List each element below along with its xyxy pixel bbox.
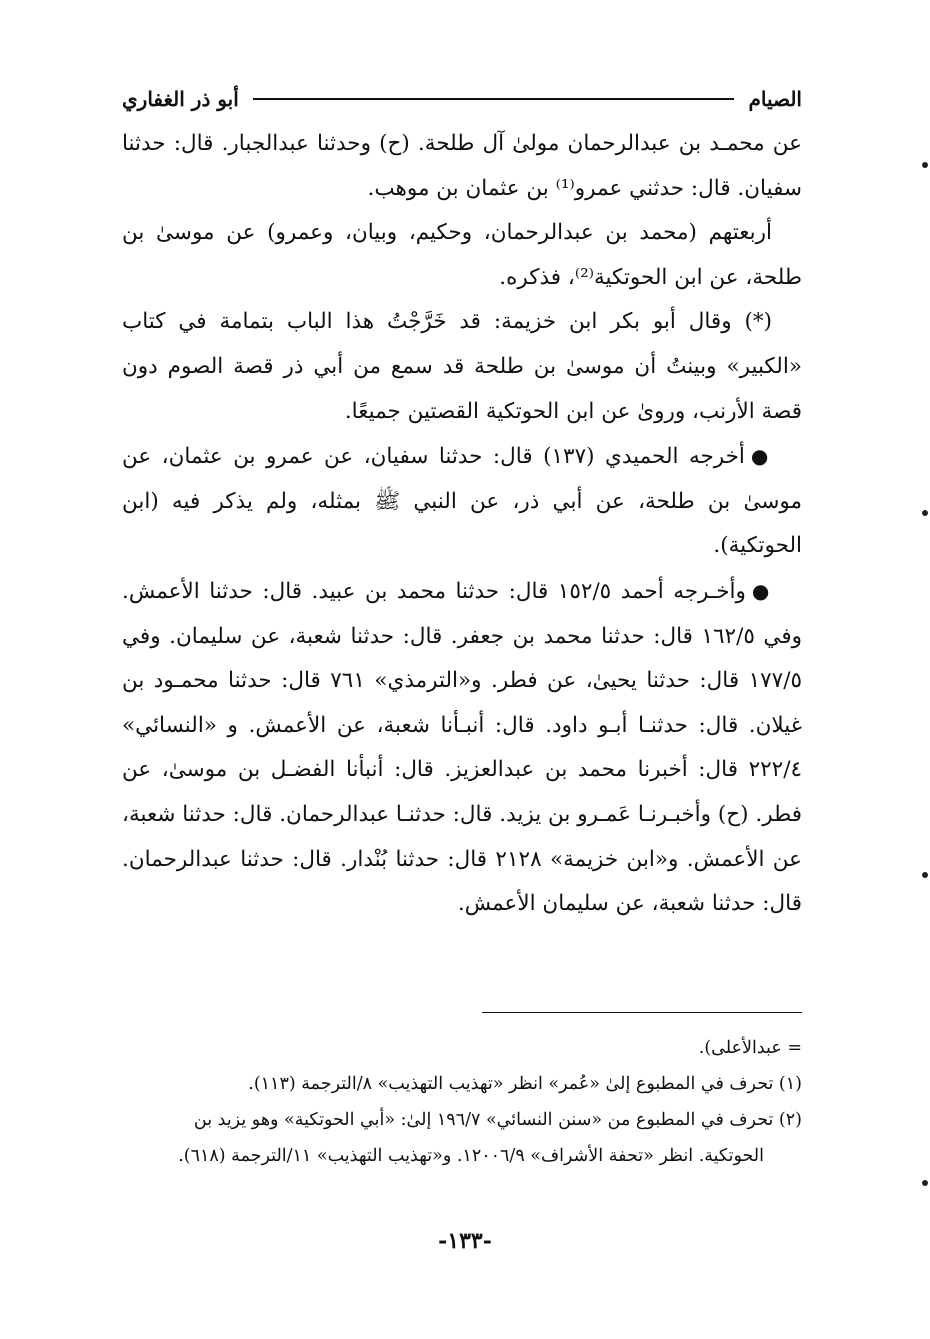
chapter-title: الصيام (748, 87, 802, 111)
paragraph-5-text: وأخـرجه أحمد ١٥٢/٥ قال: حدثنا محمد بن عبيد. قال: حدثنا الأعمش. وفي ١٦٢/٥ قال: حدثنا محمد بن جعفر. قال: حدثنا شعبة، عن سليمان. وفي ١٧٧/٥ قال: حدثنا يحيىٰ، عن فطر. و«الترمذي» ٧٦١ قال: حدثنا محمـود بن غيلان. قال: حدثنـا أبـو داود. قال: أنبـأنا شعبة، عن الأعمش. و «النسائي» ٢٢٢/٤ قال: أخبرنا محمد بن عبدالعزيز. قال: أنبأنا الفضـل بن موسىٰ، عن فطر. (ح) وأخبـرنـا عَمـرو بن يزيد. قال: حدثنـا عبدالرحمان. قال: حدثنا شعبة، عن الأعمش. و«ابن خزيمة» ٢١٢٨ قال: حدثنا بُنْدار. قال: حدثنا عبدالرحمان. قال: حدثنا شعبة، عن سليمان الأعمش. (122, 578, 803, 917)
paragraph-4 (122, 434, 802, 569)
margin-dot-icon (922, 1180, 928, 1186)
bullet-icon: ● (751, 578, 773, 603)
paragraph-3: (*) وقال أبو بكر ابن خزيمة: قد خَرَّجْتُ هذا الباب بتمامة في كتاب «الكبير» وبينتُ أن موسىٰ بن طلحة قد سمع من أبي ذر قصة الصوم دون قصة الأرنب، وروىٰ عن ابن الحوتكية القصتين جميعًا. (122, 309, 802, 424)
page-number: -١٣٣- (438, 1228, 492, 1254)
footnote-1: (١) تحرف في المطبوع إلىٰ «عُمر» انظر «تهذيب التهذيب» ٨/الترجمة (١١٣). (248, 1074, 802, 1094)
footnote-2-continued: الحوتكية. انظر «تحفة الأشراف» ١٢٠٠٦/٩. و«تهذيب التهذيب» ١١/الترجمة (٦١٨). (178, 1146, 764, 1166)
margin-dot-icon (922, 510, 928, 516)
bullet-icon: ● (750, 444, 773, 469)
footnote-2: (٢) تحرف في المطبوع من «سنن النسائي» ١٩٦/٧ إلىٰ: «أبي الحوتكية» وهو يزيد بن (193, 1110, 802, 1130)
margin-dot-icon (922, 872, 928, 878)
running-header (122, 82, 802, 116)
paragraph-5 (122, 569, 802, 927)
footnotes (122, 1030, 802, 1174)
paragraph-2: أربعتهم (محمد بن عبدالرحمان، وحكيم، وبيان، وعمرو) عن موسىٰ بن طلحة، عن ابن الحوتكية⁽²⁾، فذكره. (122, 220, 802, 290)
footnote-separator (482, 1012, 802, 1013)
paragraph-4-text: أخرجه الحميدي (١٣٧) قال: حدثنا سفيان، عن عمرو بن عثمان، عن موسىٰ بن طلحة، عن أبي ذر، عن النبي ﷺ بمثله، ولم يذكر فيه (ابن الحوتكية). (122, 444, 802, 559)
footnote-continuation: = عبدالأعلى). (698, 1038, 802, 1058)
main-text (122, 122, 802, 927)
header-rule (253, 98, 735, 100)
section-title: أبو ذر الغفاري (122, 87, 239, 111)
margin-dot-icon (922, 162, 928, 168)
paragraph-1: عن محمـد بن عبدالرحمان مولىٰ آل طلحة. (ح) وحدثنا عبدالجبار. قال: حدثنا سفيان. قال: حدثني عمرو⁽¹⁾ بن عثمان بن موهب. (122, 131, 802, 201)
